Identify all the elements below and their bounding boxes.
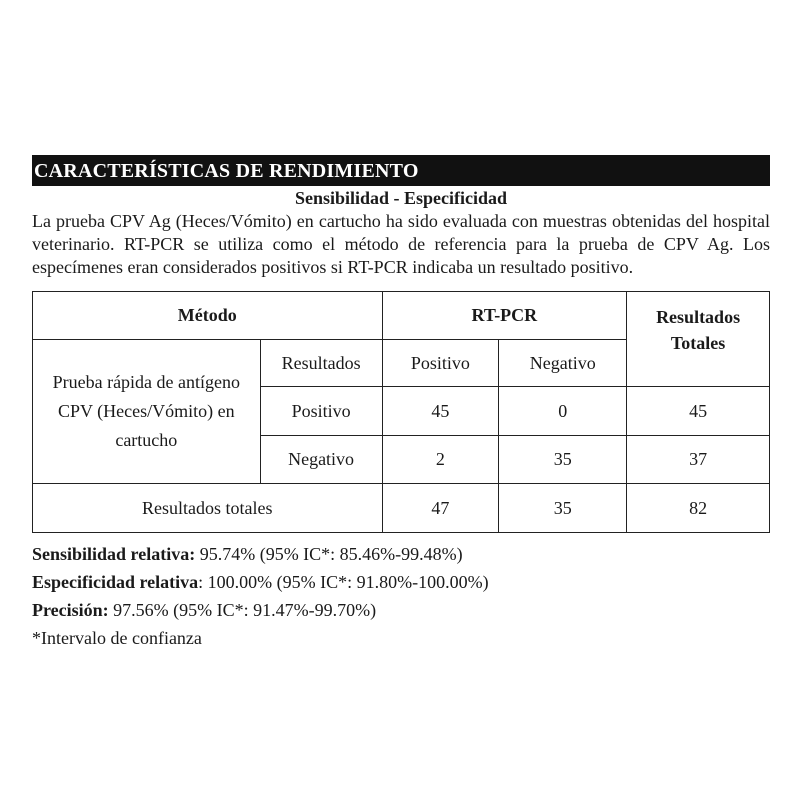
- table-total-row: [33, 484, 770, 533]
- precision-value: 97.56% (95% IC*: 91.47%-99.70%): [108, 600, 377, 620]
- summary-stats: [32, 540, 770, 652]
- cell-total: 45: [627, 387, 770, 436]
- footnote: *Intervalo de confianza: [32, 628, 202, 648]
- totals-header: Resultados Totales: [627, 292, 770, 387]
- method-header: Método: [33, 292, 383, 340]
- intro-paragraph: La prueba CPV Ag (Heces/Vómito) en cartucho ha sido evaluada con muestras obtenidas del hospital veterinario. RT-PCR se utiliza como el método de referencia para la prueba de CPV Ag. Los especímenes eran considerados positivos si RT-PCR indicaba un resultado positivo.: [32, 211, 770, 277]
- results-label: Resultados: [260, 340, 382, 387]
- cell-positive: 45: [382, 387, 499, 436]
- col-negative-header: Negativo: [499, 340, 627, 387]
- sensitivity-line: [32, 540, 770, 568]
- total-negative: 35: [499, 484, 627, 533]
- precision-label: Precisión:: [32, 600, 109, 620]
- sensitivity-value: 95.74% (95% IC*: 85.46%-99.48%): [195, 544, 463, 564]
- col-positive-header: Positivo: [382, 340, 499, 387]
- rtpcr-header: RT-PCR: [382, 292, 627, 340]
- cell-negative: 35: [499, 436, 627, 484]
- method-label: Prueba rápida de antígeno CPV (Heces/Vómito) en cartucho: [33, 340, 261, 484]
- specificity-label: Especificidad relativa: [32, 572, 199, 592]
- section-title: CARACTERÍSTICAS DE RENDIMIENTO: [32, 155, 770, 186]
- specificity-value: : 100.00% (95% IC*: 91.80%-100.00%): [198, 572, 489, 592]
- total-row-label: Resultados totales: [33, 484, 383, 533]
- precision-line: [32, 596, 770, 624]
- results-table: [32, 291, 770, 533]
- cell-total: 37: [627, 436, 770, 484]
- table-header-row: [33, 292, 770, 340]
- sensitivity-label: Sensibilidad relativa:: [32, 544, 196, 564]
- specificity-line: [32, 568, 770, 596]
- grand-total: 82: [627, 484, 770, 533]
- performance-section: [32, 155, 770, 652]
- section-subtitle: Sensibilidad - Especificidad: [294, 188, 508, 208]
- row-label: Positivo: [260, 387, 382, 436]
- cell-positive: 2: [382, 436, 499, 484]
- row-label: Negativo: [260, 436, 382, 484]
- cell-negative: 0: [499, 387, 627, 436]
- total-positive: 47: [382, 484, 499, 533]
